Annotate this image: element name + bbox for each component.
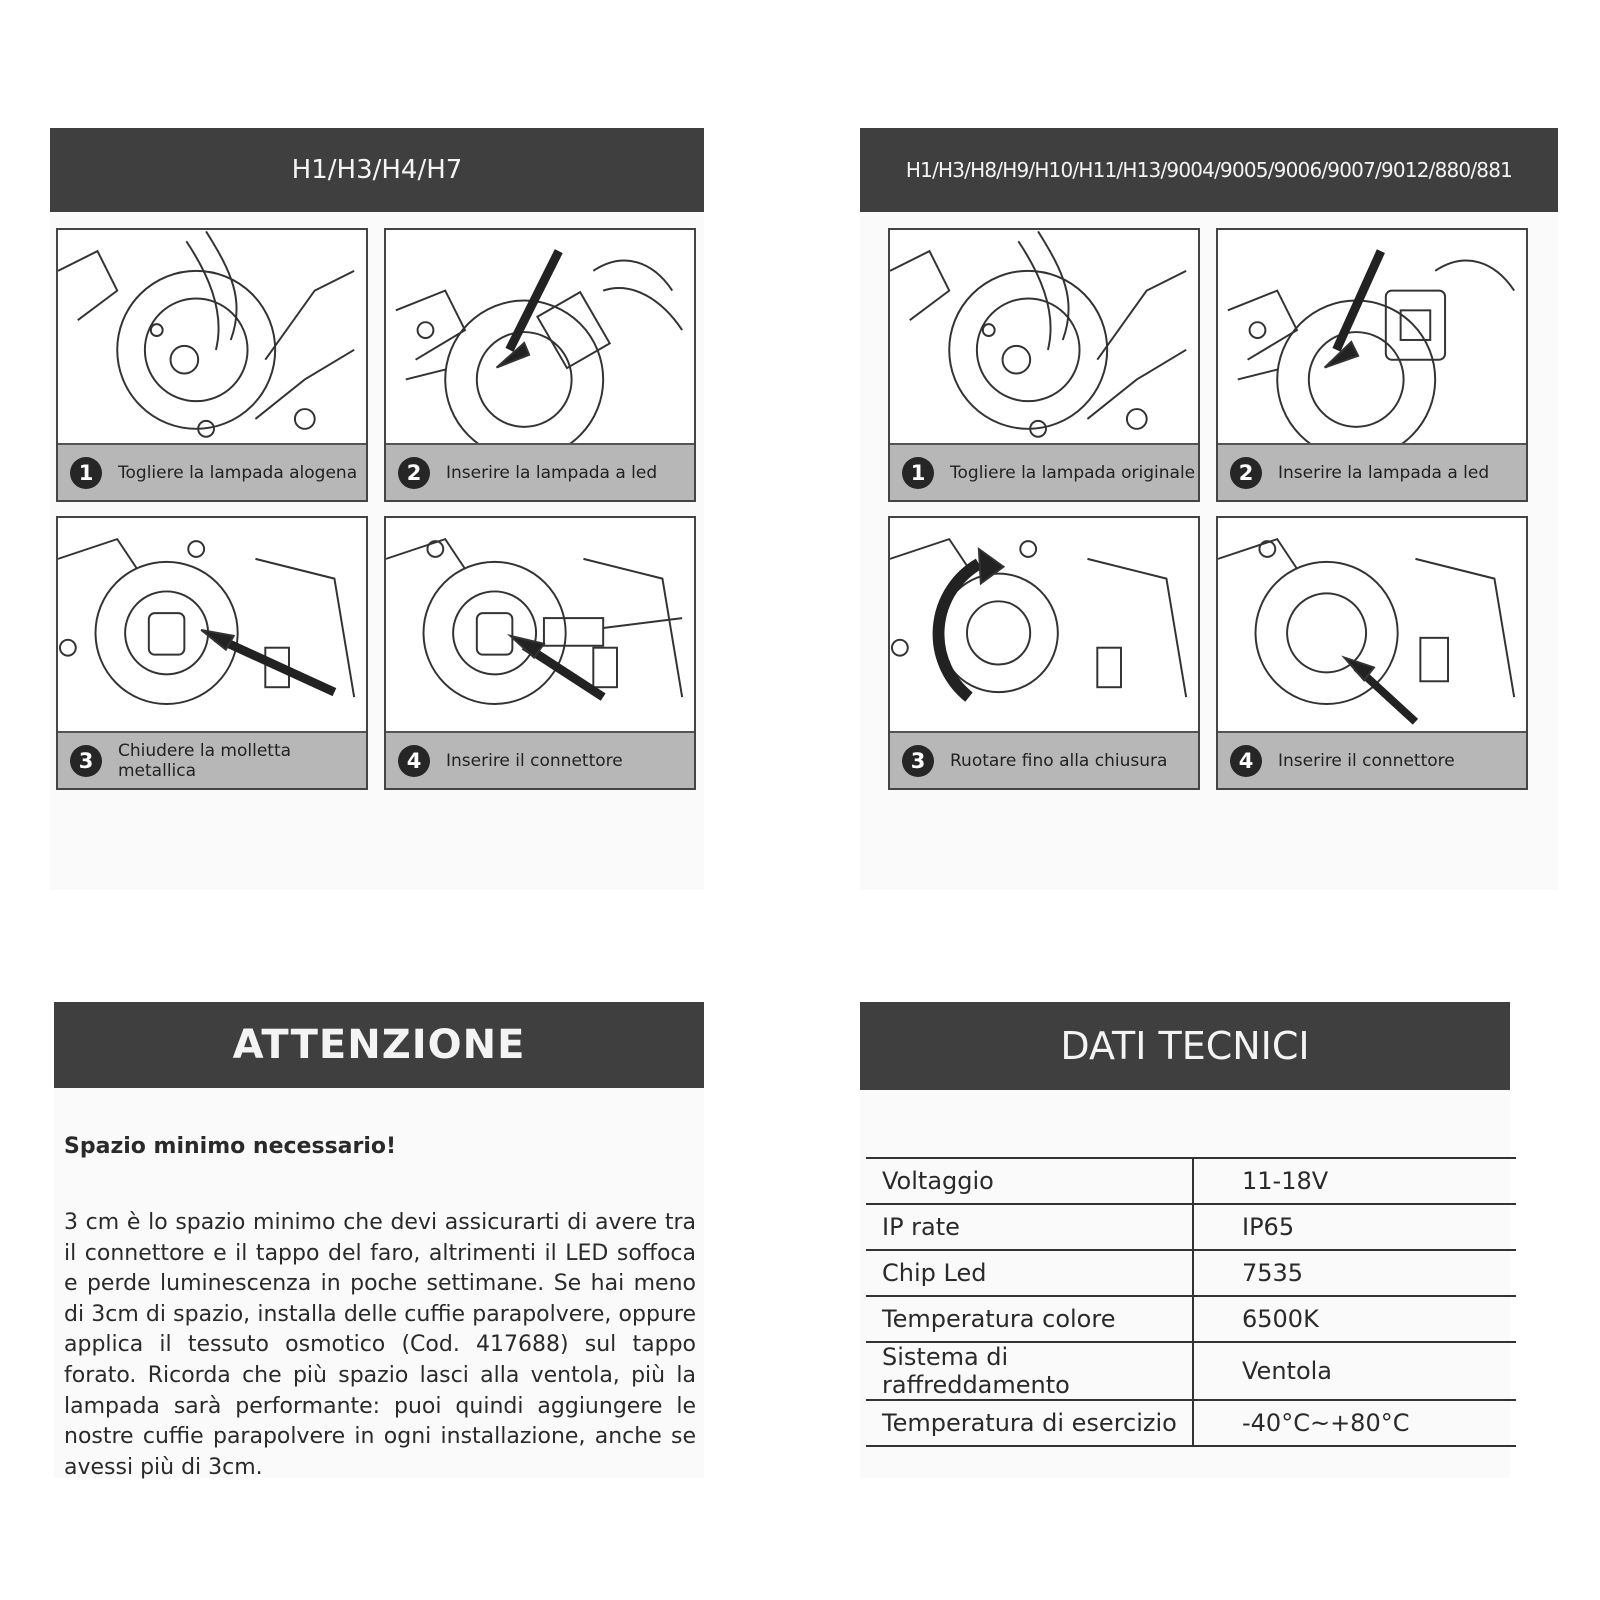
step-4-text: Inserire il connettore (1278, 750, 1455, 771)
specs-table (866, 1157, 1516, 1447)
right-step-2-card (1216, 228, 1528, 502)
left-instructions-panel (50, 128, 704, 890)
warning-title: ATTENZIONE (232, 1022, 526, 1068)
warning-body: 3 cm è lo spazio minimo che devi assicurarti di avere tra il connettore e il tappo del faro, altrimenti il LED soffoca e perde luminescenza in poche settimane. Se hai meno di 3cm di spazio, installa delle cuffie parapolvere, oppure applica il tessuto osmotico (Cod. 417688) sul tappo forato. Ricorda che più spazio lasci alla ventola, più la lampada sarà performante: puoi quindi aggiungere le nostre cuffie parapolvere in ogni installazione, anche se avessi più di 3cm. (64, 1210, 696, 1480)
right-step-2-caption (1218, 443, 1526, 500)
step-1-text: Togliere la lampada alogena (118, 462, 358, 483)
table-row (866, 1342, 1516, 1400)
spec-value: Ventola (1193, 1342, 1516, 1400)
rotate-to-lock-illustration (890, 518, 1198, 733)
left-step-3-caption (58, 731, 366, 788)
left-step-3-card (56, 516, 368, 790)
left-header-band (50, 128, 704, 212)
step-4-text: Inserire il connettore (446, 750, 623, 771)
spec-value: 7535 (1193, 1250, 1516, 1296)
spec-value: -40°C~+80°C (1193, 1400, 1516, 1446)
warning-header-band (54, 1002, 704, 1088)
connector-insertion-illustration (1218, 518, 1526, 733)
led-bulb-insertion-illustration (386, 230, 694, 445)
step-3-text: Chiudere la molletta metallica (118, 740, 292, 781)
right-step-4-card (1216, 516, 1528, 790)
headlight-original-removal-illustration (890, 230, 1198, 445)
spec-label: Temperatura colore (866, 1296, 1193, 1342)
table-row (866, 1296, 1516, 1342)
left-step-4-card (384, 516, 696, 790)
headlight-halogen-removal-illustration (58, 230, 366, 445)
spec-value: IP65 (1193, 1204, 1516, 1250)
left-step-2-card (384, 228, 696, 502)
specs-title: DATI TECNICI (1060, 1024, 1310, 1068)
step-1-badge: 1 (902, 457, 934, 489)
right-step-4-caption (1218, 731, 1526, 788)
warning-subtitle: Spazio minimo necessario! (64, 1134, 397, 1159)
step-2-text: Inserire la lampada a led (446, 462, 658, 483)
step-1-text: Togliere la lampada originale (950, 462, 1196, 483)
left-step-4-caption (386, 731, 694, 788)
step-2-badge: 2 (398, 457, 430, 489)
spec-label: IP rate (866, 1204, 1193, 1250)
right-step-1-card (888, 228, 1200, 502)
spec-label: Voltaggio (866, 1158, 1193, 1204)
specs-panel (860, 1002, 1510, 1478)
led-bulb-insertion-illustration (1218, 230, 1526, 445)
step-4-badge: 4 (398, 745, 430, 777)
warning-panel (54, 1002, 704, 1478)
left-step-2-caption (386, 443, 694, 500)
spec-label: Sistema di raffreddamento (866, 1342, 1193, 1400)
left-step-1-caption (58, 443, 366, 500)
left-step-1-card (56, 228, 368, 502)
step-3-badge: 3 (902, 745, 934, 777)
table-row (866, 1400, 1516, 1446)
spec-label: Chip Led (866, 1250, 1193, 1296)
specs-header-band (860, 1002, 1510, 1090)
right-header-band (860, 128, 1558, 212)
right-header-title: H1/H3/H8/H9/H10/H11/H13/9004/9005/9006/9007/9012/880/881 (905, 158, 1513, 182)
step-2-text: Inserire la lampada a led (1278, 462, 1490, 483)
table-row (866, 1158, 1516, 1204)
spec-value: 11-18V (1193, 1158, 1516, 1204)
spec-label: Temperatura di esercizio (866, 1400, 1193, 1446)
connector-insertion-illustration (386, 518, 694, 733)
step-1-badge: 1 (70, 457, 102, 489)
right-instructions-panel (860, 128, 1558, 890)
left-header-title: H1/H3/H4/H7 (291, 155, 463, 185)
table-row (866, 1204, 1516, 1250)
table-row (866, 1250, 1516, 1296)
step-3-badge: 3 (70, 745, 102, 777)
right-step-1-caption (890, 443, 1198, 500)
right-step-3-card (888, 516, 1200, 790)
right-step-3-caption (890, 731, 1198, 788)
step-3-text: Ruotare fino alla chiusura (950, 750, 1168, 771)
spec-value: 6500K (1193, 1296, 1516, 1342)
step-4-badge: 4 (1230, 745, 1262, 777)
step-2-badge: 2 (1230, 457, 1262, 489)
metal-clip-closing-illustration (58, 518, 366, 733)
